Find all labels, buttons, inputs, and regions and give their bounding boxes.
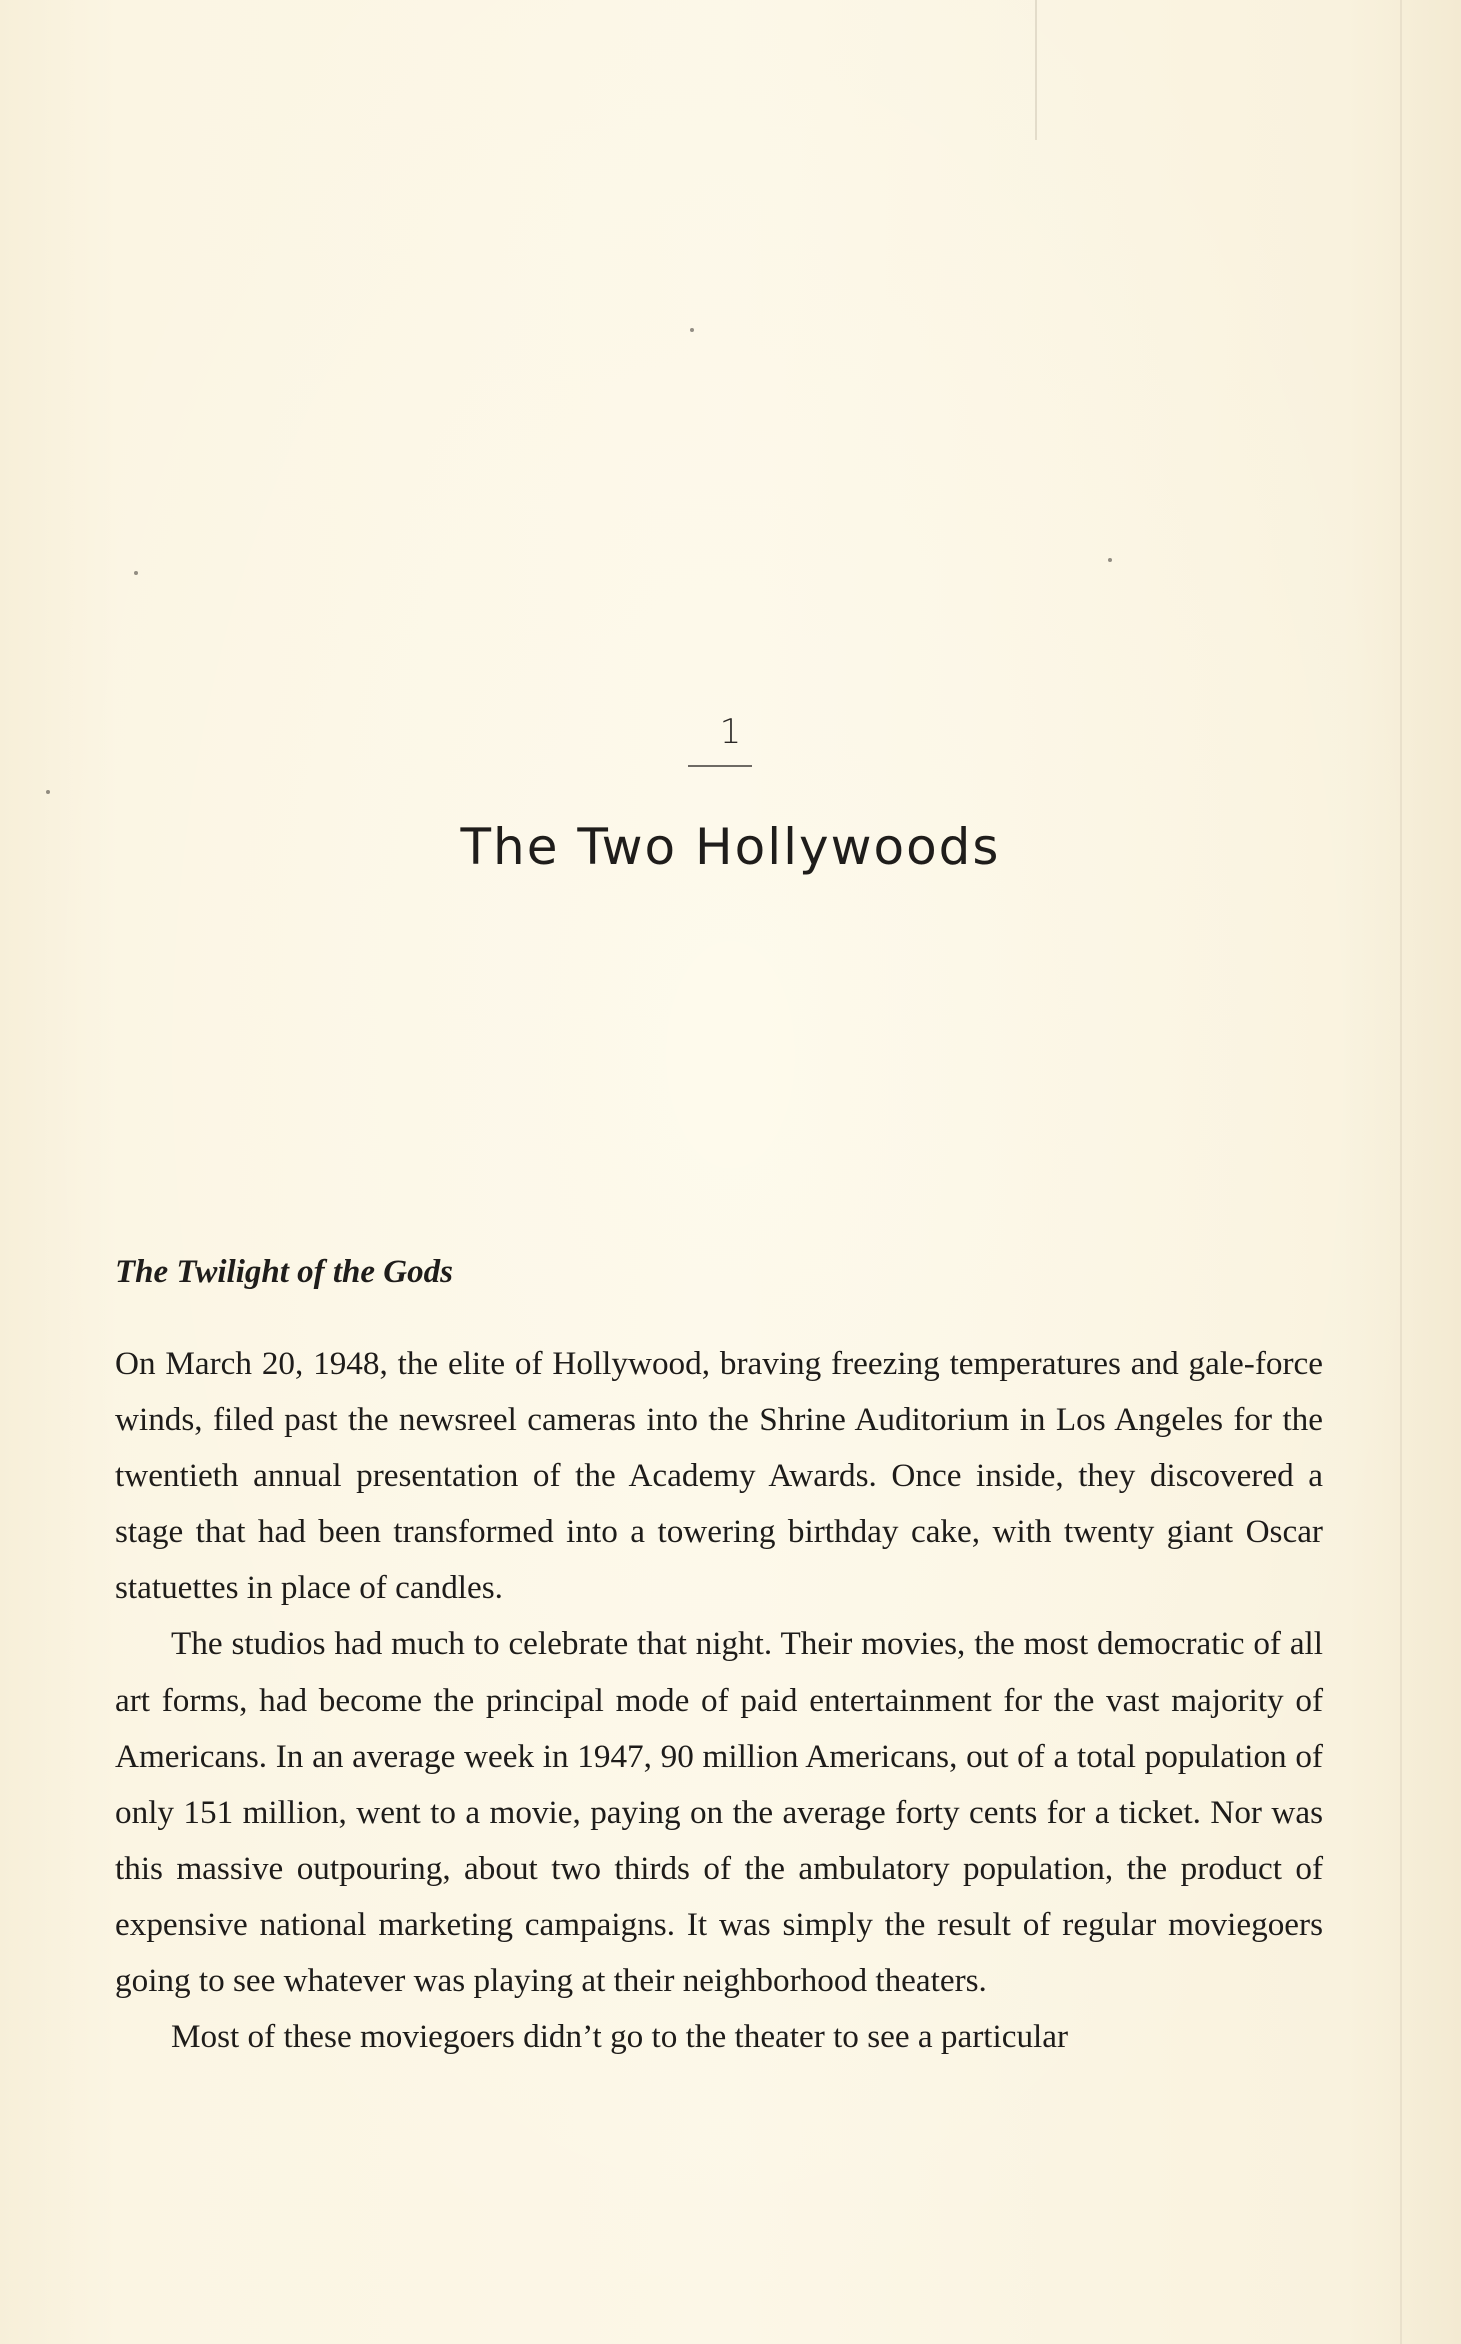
paragraph: On March 20, 1948, the elite of Hollywood, braving freezing temperatures and gale-force winds, filed past the newsreel cameras into the Shrine Auditorium in Los Angeles for the twentieth annual presentation of the Academy Awards. Once inside, they discovered a stage that had been transformed into a towering birthday cake, with twenty giant Oscar statuettes in place of candles.	[115, 1345, 1323, 1607]
section-heading: The Twilight of the Gods	[115, 1254, 453, 1290]
paper-speck	[134, 571, 138, 575]
page-edge-line	[1400, 0, 1402, 2344]
chapter-number-underline	[688, 765, 752, 767]
body-text	[115, 1336, 1323, 2065]
chapter-number: 1	[719, 712, 742, 752]
page-fold-line	[1035, 0, 1037, 140]
paragraph: The studios had much to celebrate that night. Their movies, the most democratic of all art forms, had become the principal mode of paid entertainment for the vast majority of Americans. In an average week in 1947, 90 million Americans, out of a total population of only 151 million, went to a movie, paying on the average forty cents for a ticket. Nor was this massive outpouring, about two thirds of the ambulatory population, the product of expensive national marketing campaigns. It was simply the result of regular moviegoers going to see whatever was playing at their neighborhood theaters.	[115, 1625, 1323, 2000]
chapter-title: The Two Hollywoods	[460, 818, 1001, 876]
paragraph: Most of these moviegoers didn’t go to the theater to see a particular	[171, 2018, 1069, 2056]
paper-speck	[1108, 558, 1112, 562]
paper-speck	[46, 790, 50, 794]
paper-speck	[690, 328, 694, 332]
